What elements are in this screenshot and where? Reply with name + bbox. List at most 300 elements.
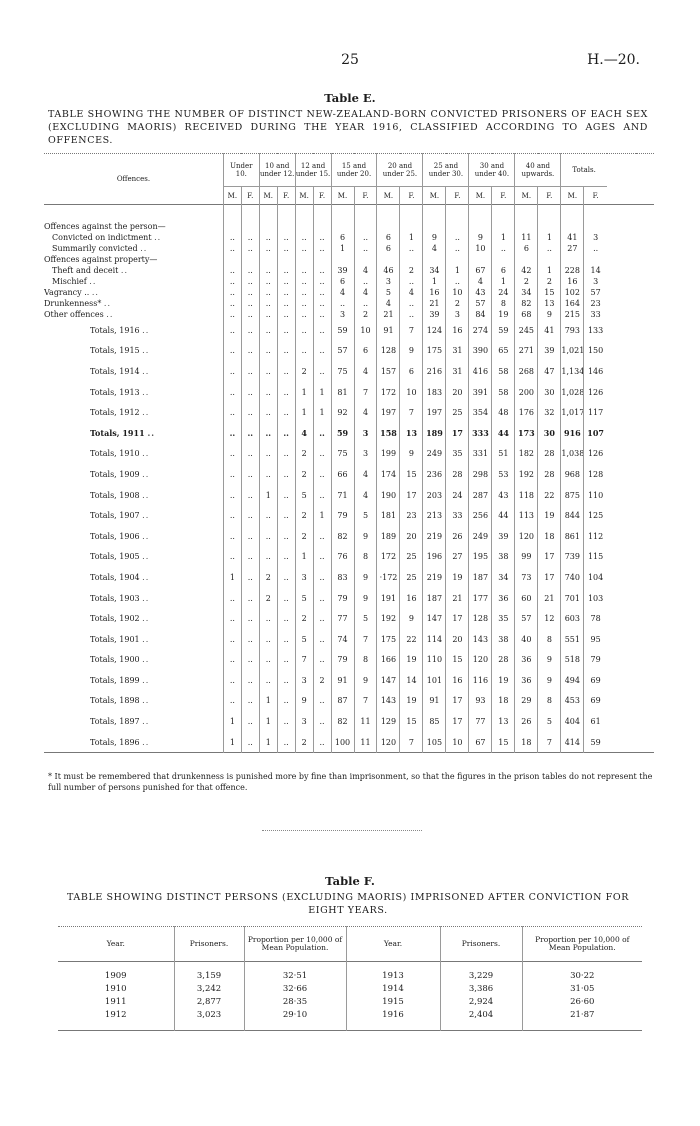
table-cell: .. bbox=[313, 567, 331, 588]
table-cell: .. bbox=[223, 650, 241, 671]
table-row bbox=[44, 547, 654, 568]
table-cell: 36 bbox=[515, 670, 538, 691]
table-cell: 390 bbox=[469, 341, 492, 362]
table-cell: 42 bbox=[515, 265, 538, 276]
row-label bbox=[44, 382, 223, 403]
row-label-text: Mischief bbox=[52, 277, 87, 286]
table-cell bbox=[584, 254, 607, 265]
table-cell: 9 bbox=[469, 232, 492, 243]
table-cell: 20 bbox=[446, 382, 469, 403]
leader-dots: .. bbox=[154, 233, 162, 242]
table-cell: 15 bbox=[400, 711, 423, 732]
table-cell: 8 bbox=[538, 629, 561, 650]
table-cell: .. bbox=[295, 276, 313, 287]
table-cell: 10 bbox=[469, 243, 492, 254]
table-cell: 16 bbox=[446, 670, 469, 691]
table-cell: 603 bbox=[561, 608, 584, 629]
table-cell: 26·60 bbox=[522, 996, 642, 1009]
table-cell bbox=[241, 254, 259, 265]
leader-dots: .. bbox=[106, 310, 114, 319]
table-row bbox=[44, 608, 654, 629]
table-cell: 2 bbox=[295, 505, 313, 526]
table-cell: .. bbox=[223, 629, 241, 650]
table-cell: 7 bbox=[354, 691, 377, 712]
table-cell: .. bbox=[259, 505, 277, 526]
table-row bbox=[44, 298, 654, 309]
leader-dots: .. bbox=[142, 387, 150, 397]
table-cell: 7 bbox=[538, 732, 561, 753]
table-cell: 57 bbox=[584, 287, 607, 298]
table-cell: 3 bbox=[584, 276, 607, 287]
table-cell: 65 bbox=[492, 341, 515, 362]
table-cell: .. bbox=[241, 547, 259, 568]
table-cell: 33 bbox=[446, 505, 469, 526]
table-cell: 4 bbox=[400, 287, 423, 298]
table-cell: 105 bbox=[423, 732, 446, 753]
table-cell: .. bbox=[277, 287, 295, 298]
table-row bbox=[44, 444, 654, 465]
table-cell: 7 bbox=[295, 650, 313, 671]
table-cell: 9 bbox=[354, 588, 377, 609]
table-cell: 79 bbox=[331, 650, 354, 671]
table-cell: 3 bbox=[584, 232, 607, 243]
table-cell: .. bbox=[223, 276, 241, 287]
table-cell: 8 bbox=[354, 547, 377, 568]
table-cell: 331 bbox=[469, 444, 492, 465]
table-cell: 129 bbox=[377, 711, 400, 732]
table-cell: 739 bbox=[561, 547, 584, 568]
table-cell: .. bbox=[259, 341, 277, 362]
table-cell: 213 bbox=[423, 505, 446, 526]
table-cell bbox=[354, 254, 377, 265]
table-cell: 24 bbox=[446, 485, 469, 506]
table-cell: 1 bbox=[313, 402, 331, 423]
table-cell: .. bbox=[241, 588, 259, 609]
table-cell: .. bbox=[277, 341, 295, 362]
table-cell: 9 bbox=[400, 608, 423, 629]
table-cell: 1,038 bbox=[561, 444, 584, 465]
table-cell bbox=[295, 221, 313, 232]
row-label bbox=[44, 444, 223, 465]
table-cell: 25 bbox=[400, 567, 423, 588]
table-cell: .. bbox=[259, 298, 277, 309]
table-cell: 172 bbox=[377, 547, 400, 568]
table-cell bbox=[515, 254, 538, 265]
table-cell: 146 bbox=[584, 361, 607, 382]
table-cell bbox=[492, 221, 515, 232]
table-cell: 228 bbox=[561, 265, 584, 276]
table-cell: 28 bbox=[538, 464, 561, 485]
table-cell bbox=[400, 254, 423, 265]
table-cell: 82 bbox=[331, 526, 354, 547]
table-cell: 215 bbox=[561, 309, 584, 320]
table-cell: 494 bbox=[561, 670, 584, 691]
table-cell: 38 bbox=[492, 629, 515, 650]
table-row bbox=[44, 567, 654, 588]
row-label-text: Totals, 1913 bbox=[90, 387, 140, 397]
table-cell: 200 bbox=[515, 382, 538, 403]
row-label-text: Offences against property— bbox=[44, 255, 158, 264]
age-group-header: 25 and under 30. bbox=[423, 154, 469, 187]
table-cell: 76 bbox=[331, 547, 354, 568]
table-cell: 28 bbox=[446, 464, 469, 485]
year-header: Year. bbox=[346, 927, 440, 962]
table-f-caption: TABLE SHOWING DISTINCT PERSONS (EXCLUDING MAORIS) IMPRISONED AFTER CONVICTION FOR EIGHT YEARS. bbox=[66, 892, 630, 916]
table-cell: 2 bbox=[515, 276, 538, 287]
table-cell: 147 bbox=[423, 608, 446, 629]
table-cell: 3,229 bbox=[440, 970, 522, 983]
table-cell: .. bbox=[223, 265, 241, 276]
table-cell: .. bbox=[354, 276, 377, 287]
table-cell: .. bbox=[223, 608, 241, 629]
leader-dots: .. bbox=[142, 572, 150, 582]
table-cell: .. bbox=[277, 629, 295, 650]
leader-dots: .. bbox=[142, 511, 150, 521]
table-cell: .. bbox=[313, 588, 331, 609]
table-cell: 28·35 bbox=[244, 996, 346, 1009]
row-label-text: Drunkenness* bbox=[44, 299, 102, 308]
table-cell: .. bbox=[295, 232, 313, 243]
table-cell: .. bbox=[313, 309, 331, 320]
table-cell: 2,877 bbox=[174, 996, 244, 1009]
table-cell: .. bbox=[259, 232, 277, 243]
table-cell bbox=[492, 254, 515, 265]
table-cell: 174 bbox=[377, 464, 400, 485]
table-cell: 175 bbox=[377, 629, 400, 650]
table-cell: 91 bbox=[331, 670, 354, 691]
table-cell: 60 bbox=[515, 588, 538, 609]
table-cell: 18 bbox=[492, 691, 515, 712]
table-cell: 22 bbox=[400, 629, 423, 650]
table-cell bbox=[538, 221, 561, 232]
table-cell: .. bbox=[277, 320, 295, 341]
table-cell: 6 bbox=[400, 361, 423, 382]
sex-f-header: F. bbox=[241, 187, 259, 205]
table-cell: 17 bbox=[538, 547, 561, 568]
table-row bbox=[44, 670, 654, 691]
table-cell: .. bbox=[241, 243, 259, 254]
table-cell: 404 bbox=[561, 711, 584, 732]
sex-f-header: F. bbox=[446, 187, 469, 205]
table-cell: 57 bbox=[469, 298, 492, 309]
table-row bbox=[58, 1009, 642, 1022]
row-label-text: Totals, 1914 bbox=[90, 366, 140, 376]
table-cell: 5 bbox=[295, 485, 313, 506]
table-cell: 1912 bbox=[104, 1010, 127, 1020]
sex-f-header: F. bbox=[538, 187, 561, 205]
table-cell: .. bbox=[277, 423, 295, 444]
table-cell: .. bbox=[295, 243, 313, 254]
table-cell: .. bbox=[313, 650, 331, 671]
row-label-text: Vagrancy .. bbox=[44, 288, 90, 297]
table-cell: 79 bbox=[331, 588, 354, 609]
table-cell: 7 bbox=[354, 629, 377, 650]
leader-dots: .. bbox=[142, 366, 150, 376]
table-cell: 16 bbox=[446, 320, 469, 341]
table-cell: 44 bbox=[492, 505, 515, 526]
row-label bbox=[44, 485, 223, 506]
table-cell: 416 bbox=[469, 361, 492, 382]
table-cell bbox=[313, 254, 331, 265]
table-cell: 3 bbox=[446, 309, 469, 320]
row-label bbox=[44, 588, 223, 609]
table-cell: .. bbox=[277, 382, 295, 403]
table-cell: 16 bbox=[423, 287, 446, 298]
table-cell: 6 bbox=[515, 243, 538, 254]
table-cell: .. bbox=[295, 298, 313, 309]
leader-dots: .. bbox=[89, 277, 97, 286]
table-row bbox=[44, 629, 654, 650]
table-cell bbox=[313, 221, 331, 232]
table-cell bbox=[561, 221, 584, 232]
table-cell: 9 bbox=[295, 691, 313, 712]
table-cell: 133 bbox=[584, 320, 607, 341]
table-cell: 1 bbox=[492, 232, 515, 243]
table-cell: 6 bbox=[377, 232, 400, 243]
table-cell: 3,386 bbox=[440, 983, 522, 996]
table-cell: 2 bbox=[295, 732, 313, 753]
sex-f-header: F. bbox=[584, 187, 607, 205]
table-cell: 57 bbox=[331, 341, 354, 362]
table-cell: .. bbox=[400, 243, 423, 254]
table-cell: .. bbox=[223, 232, 241, 243]
table-cell: 9 bbox=[538, 309, 561, 320]
table-cell: 38 bbox=[492, 547, 515, 568]
table-cell: 249 bbox=[423, 444, 446, 465]
table-cell: 32 bbox=[538, 402, 561, 423]
table-cell: 1 bbox=[331, 243, 354, 254]
table-cell: .. bbox=[223, 444, 241, 465]
table-cell bbox=[561, 254, 584, 265]
table-cell: 16 bbox=[400, 588, 423, 609]
table-cell: 21·87 bbox=[522, 1009, 642, 1022]
table-cell: 53 bbox=[492, 464, 515, 485]
table-cell: 150 bbox=[584, 341, 607, 362]
table-cell: 34 bbox=[492, 567, 515, 588]
table-cell: .. bbox=[313, 423, 331, 444]
table-cell: .. bbox=[446, 243, 469, 254]
table-cell: .. bbox=[259, 243, 277, 254]
table-cell: 36 bbox=[492, 588, 515, 609]
table-cell bbox=[277, 221, 295, 232]
table-cell: .. bbox=[277, 505, 295, 526]
table-cell: 2 bbox=[295, 444, 313, 465]
document-code: H.—20. bbox=[587, 52, 640, 68]
table-cell: .. bbox=[223, 309, 241, 320]
sex-m-header: M. bbox=[423, 187, 446, 205]
age-group-header: 15 and under 20. bbox=[331, 154, 377, 187]
table-cell: 61 bbox=[584, 711, 607, 732]
age-group-header: Under 10. bbox=[223, 154, 259, 187]
table-cell: 2 bbox=[295, 608, 313, 629]
table-cell: 95 bbox=[584, 629, 607, 650]
table-cell: 59 bbox=[492, 320, 515, 341]
table-row bbox=[44, 588, 654, 609]
table-cell: 1,028 bbox=[561, 382, 584, 403]
table-cell: .. bbox=[277, 526, 295, 547]
sex-m-header: M. bbox=[331, 187, 354, 205]
row-label-text: Totals, 1903 bbox=[90, 593, 140, 603]
table-cell: .. bbox=[259, 265, 277, 276]
table-cell: 2 bbox=[259, 567, 277, 588]
table-cell: .. bbox=[241, 402, 259, 423]
sex-m-header: M. bbox=[223, 187, 241, 205]
table-cell: .. bbox=[313, 232, 331, 243]
table-cell: 100 bbox=[331, 732, 354, 753]
table-cell: .. bbox=[538, 243, 561, 254]
row-label bbox=[44, 711, 223, 732]
table-cell: 11 bbox=[354, 732, 377, 753]
table-cell: .. bbox=[277, 265, 295, 276]
table-cell: .. bbox=[259, 309, 277, 320]
table-cell: 110 bbox=[423, 650, 446, 671]
table-cell: 104 bbox=[584, 567, 607, 588]
table-cell: 1910 bbox=[104, 984, 127, 994]
table-cell: .. bbox=[277, 732, 295, 753]
table-cell bbox=[354, 221, 377, 232]
table-cell bbox=[377, 254, 400, 265]
table-cell: .. bbox=[313, 276, 331, 287]
table-cell: 354 bbox=[469, 402, 492, 423]
table-cell: .. bbox=[241, 526, 259, 547]
table-cell: 15 bbox=[400, 464, 423, 485]
table-cell: 2 bbox=[446, 298, 469, 309]
table-row bbox=[44, 732, 654, 753]
table-cell: 5 bbox=[538, 711, 561, 732]
table-cell: 236 bbox=[423, 464, 446, 485]
leader-dots: .. bbox=[120, 266, 129, 275]
table-cell: 77 bbox=[469, 711, 492, 732]
row-label bbox=[44, 320, 223, 341]
table-cell: 75 bbox=[331, 361, 354, 382]
table-e-title: Table E. bbox=[324, 91, 376, 105]
table-cell: 32·51 bbox=[244, 970, 346, 983]
table-cell: 14 bbox=[400, 670, 423, 691]
table-cell: 3,023 bbox=[174, 1009, 244, 1022]
table-cell: 25 bbox=[446, 402, 469, 423]
table-cell: 203 bbox=[423, 485, 446, 506]
table-cell: .. bbox=[259, 287, 277, 298]
table-cell: 21 bbox=[446, 588, 469, 609]
table-cell bbox=[241, 221, 259, 232]
table-cell: .. bbox=[354, 298, 377, 309]
table-cell: 21 bbox=[423, 298, 446, 309]
table-cell: 91 bbox=[377, 320, 400, 341]
table-row bbox=[44, 423, 654, 444]
table-cell: 172 bbox=[377, 382, 400, 403]
table-cell: 219 bbox=[423, 526, 446, 547]
table-cell: 16 bbox=[561, 276, 584, 287]
table-cell: 101 bbox=[423, 670, 446, 691]
table-cell: 166 bbox=[377, 650, 400, 671]
table-cell: 82 bbox=[515, 298, 538, 309]
table-cell: 41 bbox=[538, 320, 561, 341]
table-cell: .. bbox=[277, 608, 295, 629]
table-cell: 36 bbox=[515, 650, 538, 671]
table-cell: 12 bbox=[538, 608, 561, 629]
table-row bbox=[44, 464, 654, 485]
row-label-text: Totals, 1899 bbox=[90, 675, 140, 685]
table-cell: 4 bbox=[354, 265, 377, 276]
leader-dots: .. bbox=[142, 490, 150, 500]
table-cell: 103 bbox=[584, 588, 607, 609]
table-cell: 107 bbox=[584, 423, 607, 444]
table-cell: 968 bbox=[561, 464, 584, 485]
table-cell: .. bbox=[259, 650, 277, 671]
table-cell: 3,159 bbox=[174, 970, 244, 983]
table-cell: 17 bbox=[446, 608, 469, 629]
table-cell: .. bbox=[259, 276, 277, 287]
table-cell: 10 bbox=[354, 320, 377, 341]
table-cell bbox=[469, 221, 492, 232]
table-cell: 3 bbox=[354, 444, 377, 465]
table-cell: 3 bbox=[354, 423, 377, 444]
table-cell: 79 bbox=[584, 650, 607, 671]
table-cell: .. bbox=[277, 588, 295, 609]
table-row bbox=[44, 505, 654, 526]
table-cell: 13 bbox=[492, 711, 515, 732]
row-label bbox=[44, 361, 223, 382]
table-cell: .. bbox=[223, 464, 241, 485]
table-cell bbox=[423, 254, 446, 265]
leader-dots: .. bbox=[142, 614, 150, 624]
table-cell: .. bbox=[241, 423, 259, 444]
table-cell: .. bbox=[584, 243, 607, 254]
table-cell: 2 bbox=[295, 464, 313, 485]
table-row bbox=[44, 650, 654, 671]
row-label-text: Convicted on indictment bbox=[52, 233, 152, 242]
table-cell: 40 bbox=[515, 629, 538, 650]
table-cell: .. bbox=[313, 547, 331, 568]
table-cell: .. bbox=[313, 608, 331, 629]
table-cell: 192 bbox=[515, 464, 538, 485]
table-cell: .. bbox=[277, 444, 295, 465]
table-cell: 1 bbox=[313, 382, 331, 403]
table-cell: 1 bbox=[400, 232, 423, 243]
table-cell: 2 bbox=[400, 265, 423, 276]
table-cell: .. bbox=[241, 608, 259, 629]
leader-dots: .. bbox=[91, 288, 99, 297]
table-cell: 22 bbox=[538, 485, 561, 506]
table-cell: 271 bbox=[515, 341, 538, 362]
table-cell: .. bbox=[295, 265, 313, 276]
table-cell: 9 bbox=[354, 567, 377, 588]
table-cell: .. bbox=[313, 691, 331, 712]
table-cell: 147 bbox=[377, 670, 400, 691]
table-cell: 189 bbox=[423, 423, 446, 444]
table-cell: 13 bbox=[538, 298, 561, 309]
table-cell: 2 bbox=[538, 276, 561, 287]
age-group-header: 10 and under 12. bbox=[259, 154, 295, 187]
leader-dots: .. bbox=[142, 325, 150, 335]
table-cell: 4 bbox=[295, 423, 313, 444]
row-label bbox=[44, 309, 223, 320]
table-cell: 190 bbox=[377, 485, 400, 506]
table-cell: 113 bbox=[515, 505, 538, 526]
table-cell: .. bbox=[259, 320, 277, 341]
table-cell: 3 bbox=[331, 309, 354, 320]
row-label-text: Totals, 1906 bbox=[90, 531, 140, 541]
table-cell: 11 bbox=[515, 232, 538, 243]
table-cell: 114 bbox=[423, 629, 446, 650]
table-cell: .. bbox=[313, 243, 331, 254]
table-cell: .. bbox=[313, 320, 331, 341]
table-cell: .. bbox=[277, 276, 295, 287]
table-cell: .. bbox=[259, 547, 277, 568]
table-cell: .. bbox=[259, 444, 277, 465]
table-cell: 1 bbox=[295, 382, 313, 403]
table-row bbox=[44, 711, 654, 732]
